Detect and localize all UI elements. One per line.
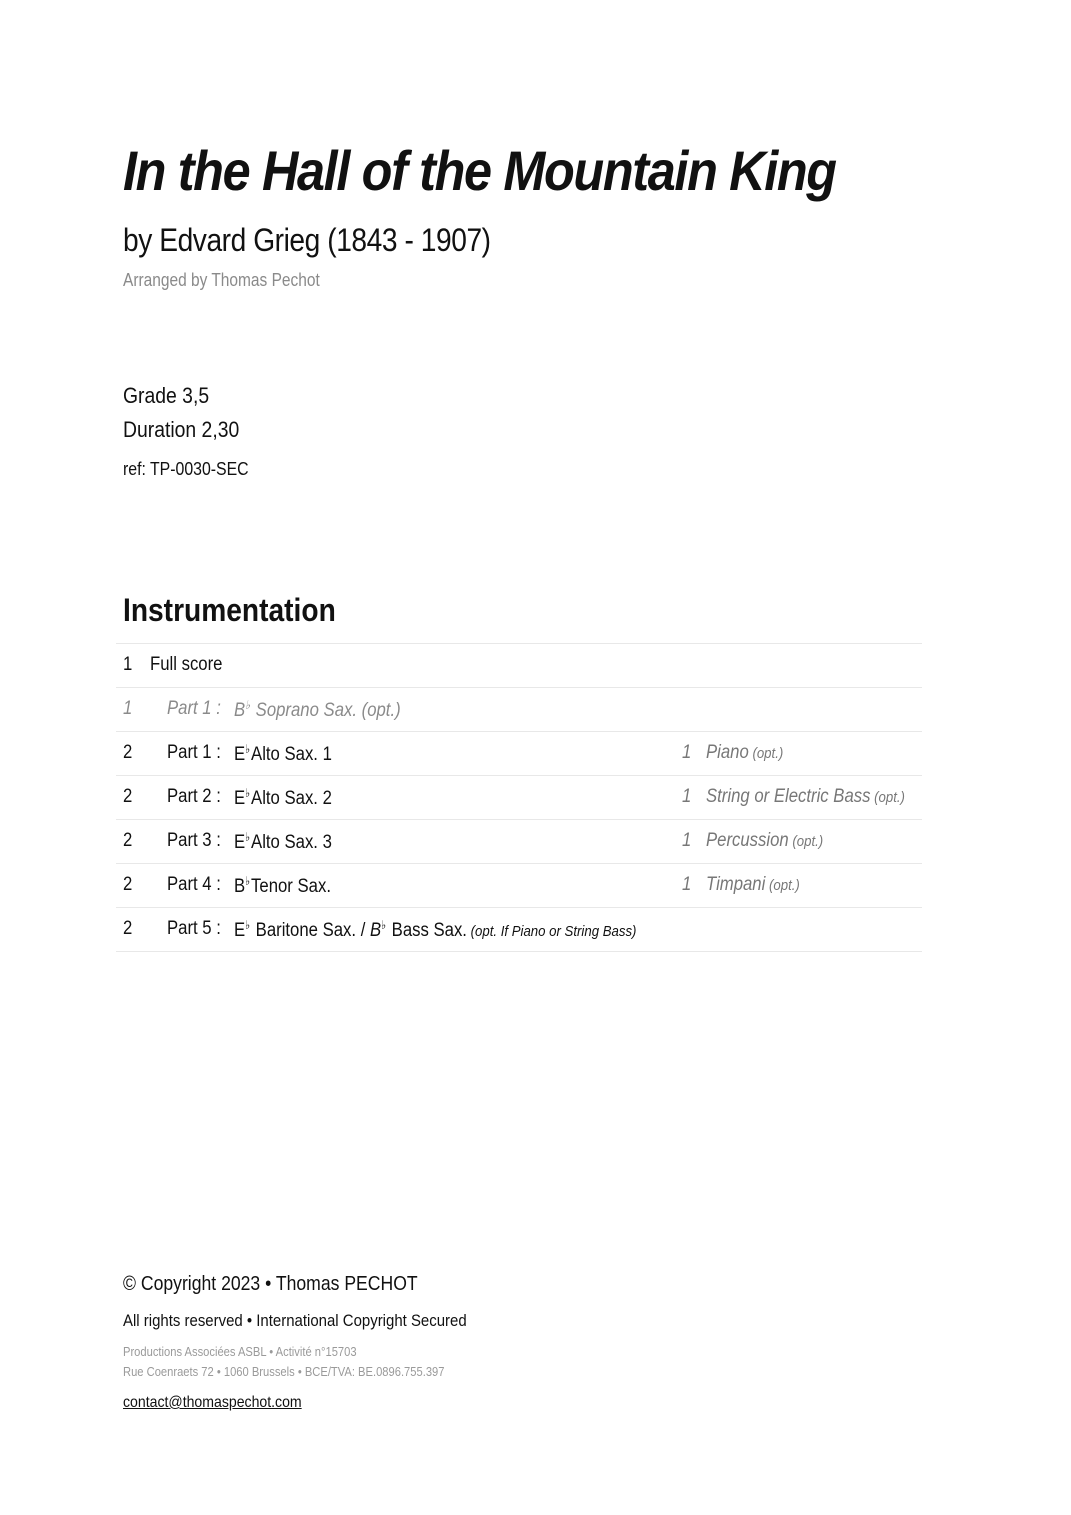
table-row — [116, 776, 922, 820]
side-instrument — [706, 786, 905, 808]
note-letter: E — [234, 920, 246, 941]
flat-symbol: ♭ — [245, 786, 251, 800]
row-part: Part 3 : — [167, 830, 221, 851]
instrument-name: Alto Sax. 2 — [251, 788, 332, 809]
instrument-name: Bass Sax. — [387, 920, 467, 941]
table-row — [116, 908, 922, 952]
side-quantity: 1 — [682, 786, 692, 807]
row-part: Part 2 : — [167, 786, 221, 807]
table-row — [116, 688, 922, 732]
address-line-1: Productions Associées ASBL • Activité n°15703 — [123, 1344, 357, 1359]
row-instrument — [234, 830, 332, 854]
side-instrument-name: Timpani — [706, 874, 766, 895]
table-row — [116, 732, 922, 776]
note-letter: B — [234, 876, 246, 897]
reference-code: ref: TP-0030-SEC — [123, 459, 249, 479]
row-instrument — [234, 918, 636, 942]
flat-symbol: ♭ — [245, 830, 251, 844]
instrument-name: Alto Sax. 3 — [251, 832, 332, 853]
note-letter: E — [234, 744, 246, 765]
side-instrument — [706, 830, 823, 852]
instrumentation-heading: Instrumentation — [123, 592, 336, 628]
side-quantity: 1 — [682, 830, 692, 851]
row-quantity: 2 — [123, 874, 133, 895]
note-letter: B — [234, 700, 246, 721]
flat-symbol: ♭ — [245, 874, 251, 888]
row-name: Full score — [150, 654, 223, 675]
row-part: Part 1 : — [167, 742, 221, 763]
side-instrument-name: String or Electric Bass — [706, 786, 871, 807]
row-part: Part 4 : — [167, 874, 221, 895]
optional-note: (opt.) — [748, 745, 784, 762]
note-letter: E — [234, 832, 246, 853]
flat-symbol: ♭ — [245, 698, 251, 712]
rights-line: All rights reserved • International Copyright Secured — [123, 1311, 467, 1330]
row-part: Part 1 : — [167, 698, 221, 719]
table-row — [116, 820, 922, 864]
row-quantity: 1 — [123, 654, 133, 675]
instrument-name: Tenor Sax. — [251, 876, 331, 897]
contact-email-link[interactable]: contact@thomaspechot.com — [123, 1394, 302, 1411]
note-letter: E — [234, 788, 246, 809]
table-row-full-score — [116, 644, 922, 688]
instrument-name: Baritone Sax. / — [251, 920, 371, 941]
side-instrument-name: Percussion — [706, 830, 789, 851]
row-instrument — [234, 874, 331, 898]
grade-label: Grade 3,5 — [123, 383, 210, 408]
optional-note: (opt.) — [788, 833, 824, 850]
copyright-line: © Copyright 2023 • Thomas PECHOT — [123, 1273, 418, 1295]
side-quantity: 1 — [682, 742, 692, 763]
row-instrument — [234, 786, 332, 810]
instrument-name: Soprano Sax. (opt.) — [251, 700, 401, 721]
flat-symbol: ♭ — [245, 742, 251, 756]
row-instrument — [234, 742, 332, 766]
side-instrument-name: Piano — [706, 742, 749, 763]
optional-note: (opt.) — [765, 877, 800, 894]
table-row — [116, 864, 922, 908]
side-quantity: 1 — [682, 874, 692, 895]
row-quantity: 2 — [123, 786, 133, 807]
optional-note: (opt.) — [870, 789, 905, 806]
arranger-line: Arranged by Thomas Pechot — [123, 270, 320, 290]
side-instrument — [706, 742, 783, 764]
optional-note: (opt. If Piano or String Bass) — [466, 923, 637, 940]
row-quantity: 1 — [123, 698, 133, 719]
flat-symbol: ♭ — [381, 918, 387, 932]
instrumentation-table — [116, 643, 922, 952]
row-quantity: 2 — [123, 830, 133, 851]
row-part: Part 5 : — [167, 918, 221, 939]
instrument-name: Alto Sax. 1 — [251, 744, 332, 765]
address-line-2: Rue Coenraets 72 • 1060 Brussels • BCE/TVA: BE.0896.755.397 — [123, 1364, 445, 1379]
row-instrument — [234, 698, 401, 722]
row-quantity: 2 — [123, 742, 133, 763]
side-instrument — [706, 874, 800, 896]
row-quantity: 2 — [123, 918, 133, 939]
duration-label: Duration 2,30 — [123, 417, 240, 442]
flat-symbol: ♭ — [245, 918, 251, 932]
composer-line: by Edvard Grieg (1843 - 1907) — [123, 222, 491, 258]
piece-title: In the Hall of the Mountain King — [123, 139, 836, 202]
note-letter: B — [370, 920, 382, 941]
